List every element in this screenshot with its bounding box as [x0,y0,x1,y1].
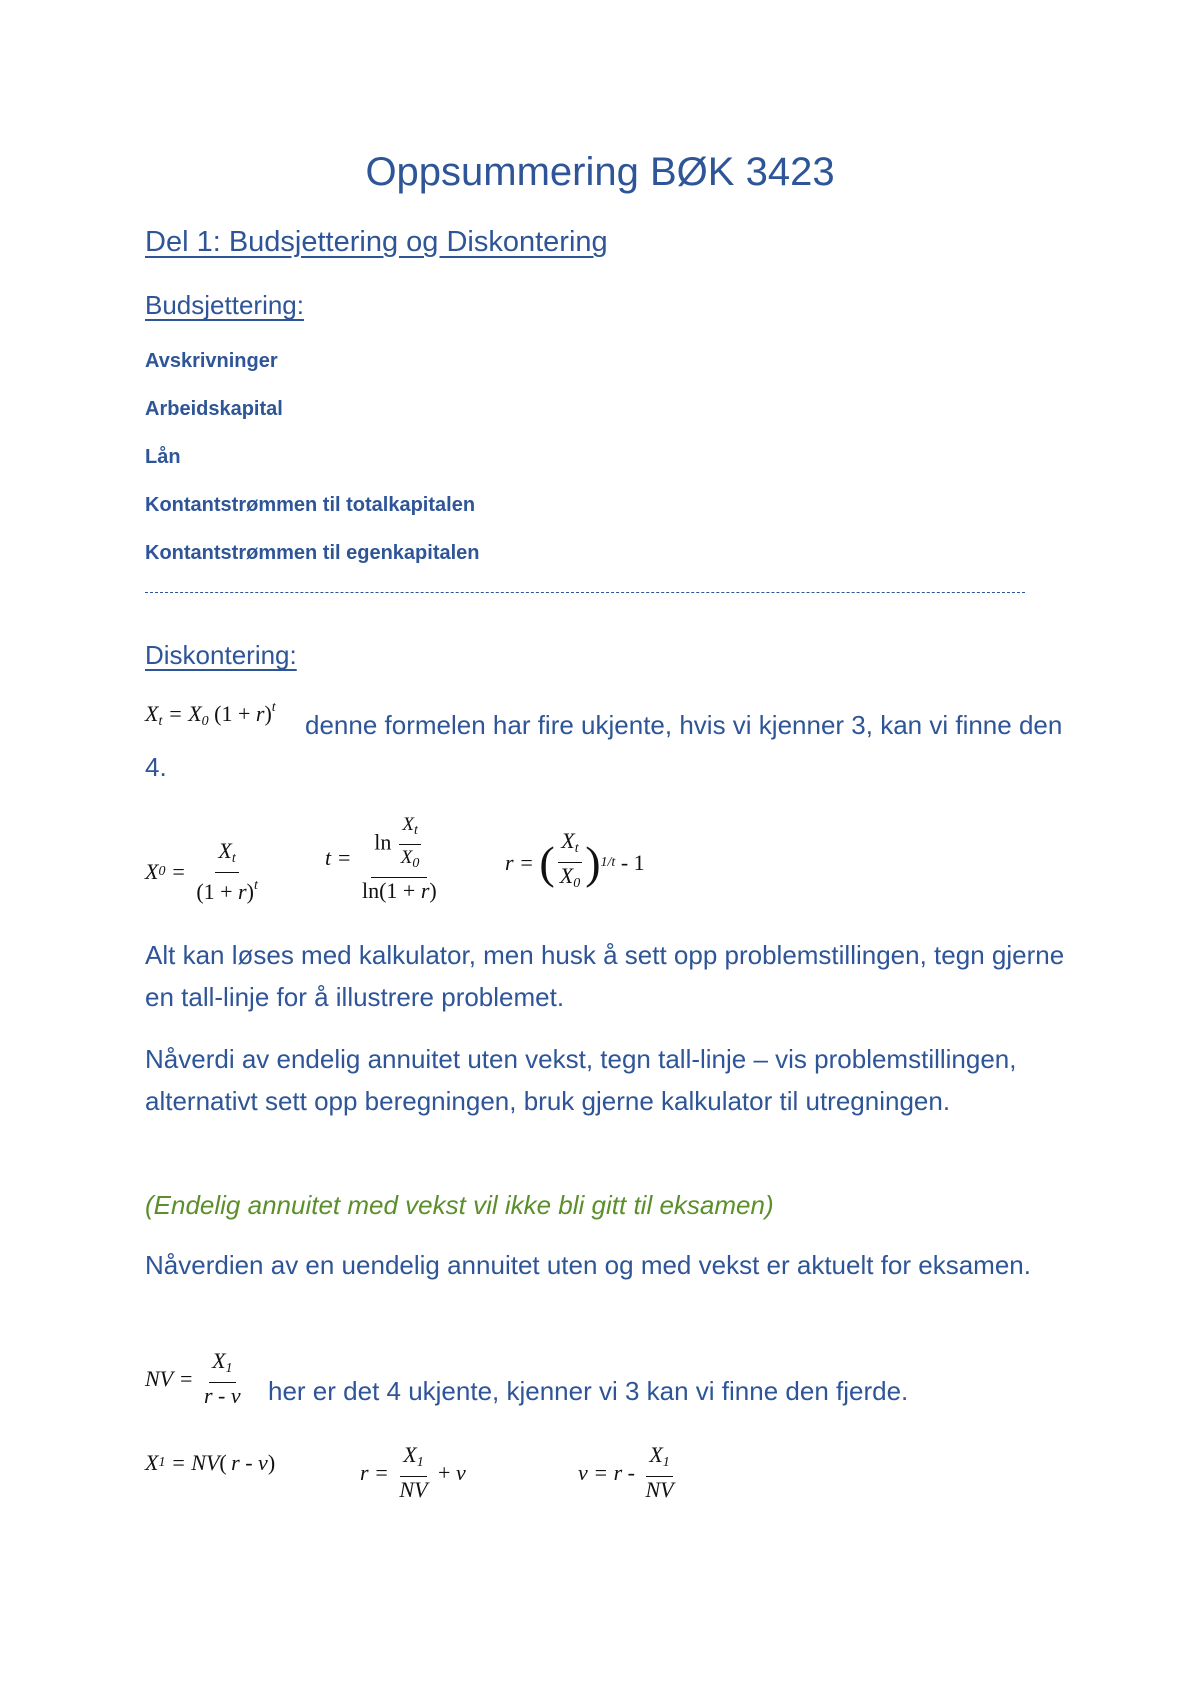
budgeting-heading: Budsjettering: [145,290,304,320]
section-heading: Del 1: Budsjettering og Diskontering [145,226,608,258]
annuity-paragraph: Nåverdi av endelig annuitet uten vekst, tegn tall-linje – vis problemstillingen, alternativt sett opp beregningen, bruk gjerne kalkulator til utregningen. [145,1044,1017,1116]
page-title: Oppsummering BØK 3423 [365,150,835,194]
growth-formula: v = r - $\frac{X_1}{NV}$ [578,1442,674,1502]
list-item: Arbeidskapital [145,398,283,420]
time-formula: t = ln $\frac{X_t}{X_0}$ ln(1 + r) [325,814,437,903]
present-value-formula: X 0 = $\frac{X_t}{(1 + r)^t}$ [145,838,258,904]
list-item: Kontantstrømmen til totalkapitalen [145,494,476,516]
perpetuity-paragraph: Nåverdien av en uendelig annuitet uten og med vekst er aktuelt for eksamen. [145,1250,1031,1280]
perpetuity-formula: NV = $\frac{X_1}{r - v}$ [145,1348,241,1408]
list-item: Kontantstrømmen til egenkapitalen [145,542,480,564]
discounting-heading: Diskontering: [145,640,297,670]
rate-formula: r = ( $\frac{X_t}{X_0}$ ) 1/t - 1 [505,828,645,891]
calculator-paragraph: Alt kan løses med kalkulator, men husk å sett opp problemstillingen, tegn gjerne en tall-linje for å illustrere problemet. [145,940,1065,1012]
divider [145,592,1025,593]
perpetuity-formula-text: her er det 4 ukjente, kjenner vi 3 kan vi finne den fjerde. [268,1376,909,1406]
exam-note: (Endelig annuitet med vekst vil ikke bli gitt til eksamen) [145,1190,774,1220]
formula-intro-text: denne formelen har fire ukjente, hvis vi kjenner 3, kan vi finne den 4. [145,710,1063,782]
required-return-formula: r = $\frac{X_1}{NV}$ + v [360,1442,466,1502]
future-value-formula: $X_t = X_0$ $(1 + r)^t$ [145,700,276,729]
list-item: Avskrivninger [145,350,278,372]
cashflow-formula: X 1 = NV ( r - v ) [145,1450,276,1475]
list-item: Lån [145,446,181,468]
